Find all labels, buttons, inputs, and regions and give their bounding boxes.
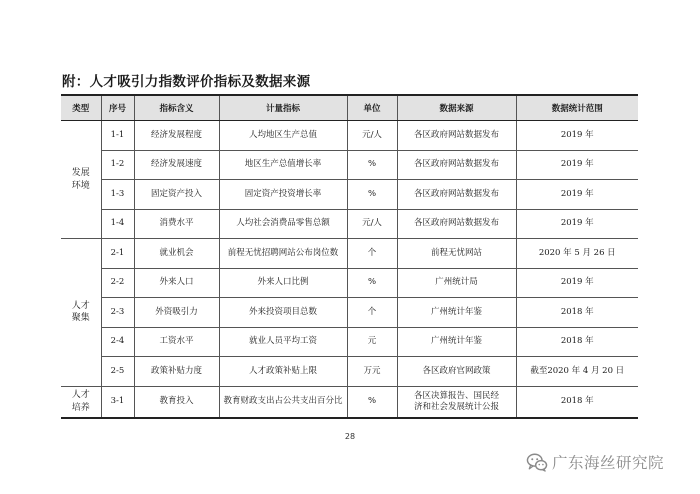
header-metric: 计量指标 xyxy=(219,95,347,121)
table-row xyxy=(61,150,638,180)
index-cell: 3-1 xyxy=(101,386,134,418)
index-cell: 2-1 xyxy=(101,239,134,269)
index-cell: 2-3 xyxy=(101,298,134,328)
indicator-table xyxy=(61,94,638,419)
document-heading: 附：人才吸引力指数评价指标及数据来源 xyxy=(62,74,311,90)
source-cell: 广州统计年鉴 xyxy=(397,327,516,357)
index-cell: 2-4 xyxy=(101,327,134,357)
source-cell: 各区政府网站数据发布 xyxy=(397,121,516,151)
meaning-cell: 工资水平 xyxy=(134,327,219,357)
range-cell: 2019 年 xyxy=(516,180,638,210)
table-row xyxy=(61,386,638,418)
header-index: 序号 xyxy=(101,95,134,121)
source-cell: 各区政府网站数据发布 xyxy=(397,209,516,239)
meaning-cell: 消费水平 xyxy=(134,209,219,239)
unit-cell: 个 xyxy=(347,298,397,328)
table-row xyxy=(61,180,638,210)
table-header-row xyxy=(61,95,638,121)
metric-cell: 外来投资项目总数 xyxy=(219,298,347,328)
index-cell: 1-1 xyxy=(101,121,134,151)
meaning-cell: 经济发展程度 xyxy=(134,121,219,151)
header-range: 数据统计范围 xyxy=(516,95,638,121)
header-unit: 单位 xyxy=(347,95,397,121)
index-cell: 1-2 xyxy=(101,150,134,180)
type-label: 人才培养 xyxy=(71,390,90,413)
metric-cell: 人均地区生产总值 xyxy=(219,121,347,151)
watermark-text: 广东海丝研究院 xyxy=(552,454,665,472)
unit-cell: 万元 xyxy=(347,357,397,387)
unit-cell: % xyxy=(347,386,397,418)
range-cell: 2018 年 xyxy=(516,327,638,357)
table-row xyxy=(61,268,638,298)
range-cell: 2019 年 xyxy=(516,121,638,151)
index-cell: 2-5 xyxy=(101,357,134,387)
unit-cell: % xyxy=(347,150,397,180)
unit-cell: 元/人 xyxy=(347,209,397,239)
table-row xyxy=(61,121,638,151)
page-number: 28 xyxy=(344,432,356,441)
metric-cell: 人均社会消费品零售总额 xyxy=(219,209,347,239)
range-cell: 2018 年 xyxy=(516,386,638,418)
type-cell xyxy=(61,121,101,239)
source-cell: 各区决算报告、国民经济和社会发展统计公报 xyxy=(397,386,516,418)
range-cell: 截至2020 年 4 月 20 日 xyxy=(516,357,638,387)
unit-cell: 元/人 xyxy=(347,121,397,151)
metric-cell: 前程无忧招聘网站公布岗位数 xyxy=(219,239,347,269)
source-cell: 广州统计年鉴 xyxy=(397,298,516,328)
source-cell: 各区政府网站数据发布 xyxy=(397,180,516,210)
table-row xyxy=(61,209,638,239)
type-cell xyxy=(61,239,101,387)
header-meaning: 指标含义 xyxy=(134,95,219,121)
metric-cell: 教育财政支出占公共支出百分比 xyxy=(219,386,347,418)
table-row xyxy=(61,357,638,387)
table-row xyxy=(61,298,638,328)
unit-cell: 元 xyxy=(347,327,397,357)
range-cell: 2020 年 5 月 26 日 xyxy=(516,239,638,269)
meaning-cell: 经济发展速度 xyxy=(134,150,219,180)
meaning-cell: 固定资产投入 xyxy=(134,180,219,210)
source-cell: 广州统计局 xyxy=(397,268,516,298)
source-cell: 前程无忧网站 xyxy=(397,239,516,269)
wechat-icon xyxy=(526,452,548,472)
source-cell: 各区政府网站数据发布 xyxy=(397,150,516,180)
index-cell: 1-3 xyxy=(101,180,134,210)
watermark xyxy=(526,451,664,473)
type-cell xyxy=(61,386,101,418)
metric-cell: 地区生产总值增长率 xyxy=(219,150,347,180)
metric-cell: 就业人员平均工资 xyxy=(219,327,347,357)
source-cell: 各区政府官网政策 xyxy=(397,357,516,387)
table-row xyxy=(61,239,638,269)
range-cell: 2019 年 xyxy=(516,150,638,180)
table-row xyxy=(61,327,638,357)
header-type: 类型 xyxy=(61,95,101,121)
meaning-cell: 政策补贴力度 xyxy=(134,357,219,387)
metric-cell: 外来人口比例 xyxy=(219,268,347,298)
unit-cell: % xyxy=(347,180,397,210)
unit-cell: % xyxy=(347,268,397,298)
meaning-cell: 教育投入 xyxy=(134,386,219,418)
type-label: 发展环境 xyxy=(71,168,90,191)
meaning-cell: 就业机会 xyxy=(134,239,219,269)
range-cell: 2019 年 xyxy=(516,268,638,298)
meaning-cell: 外资吸引力 xyxy=(134,298,219,328)
type-label: 人才聚集 xyxy=(71,301,90,324)
meaning-cell: 外来人口 xyxy=(134,268,219,298)
range-cell: 2019 年 xyxy=(516,209,638,239)
metric-cell: 人才政策补贴上限 xyxy=(219,357,347,387)
index-cell: 2-2 xyxy=(101,268,134,298)
unit-cell: 个 xyxy=(347,239,397,269)
header-source: 数据来源 xyxy=(397,95,516,121)
metric-cell: 固定资产投资增长率 xyxy=(219,180,347,210)
range-cell: 2018 年 xyxy=(516,298,638,328)
index-cell: 1-4 xyxy=(101,209,134,239)
